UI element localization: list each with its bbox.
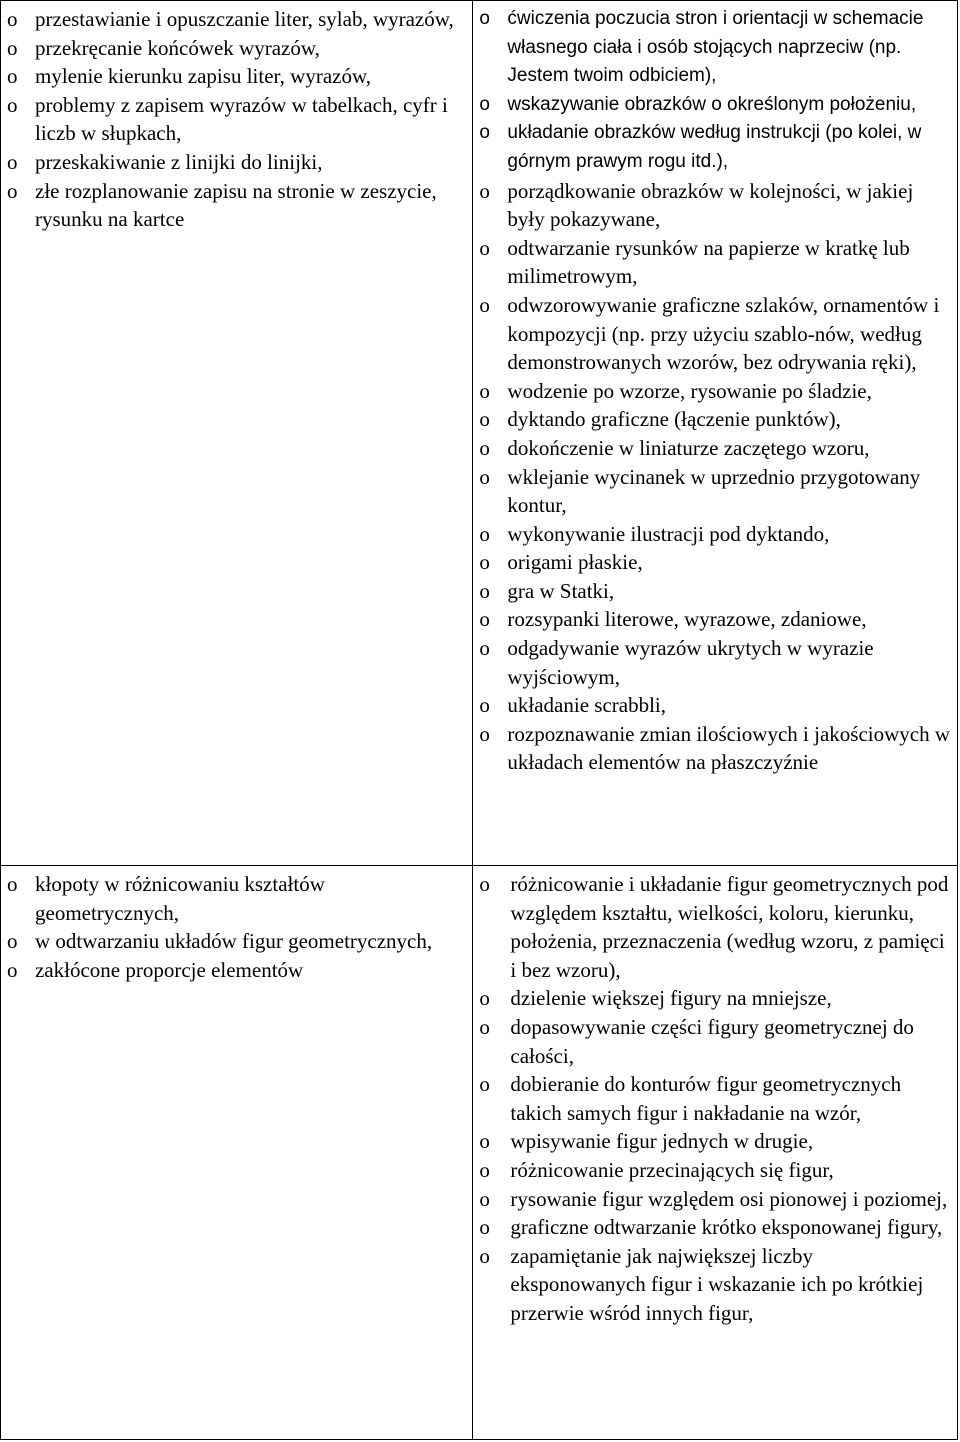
bullet-marker: o (479, 721, 490, 746)
list-item (479, 605, 951, 634)
table-cell-exercises (473, 1, 958, 866)
list-item-text: wodzenie po wzorze, rysowanie po śladzie, (507, 378, 872, 403)
difficulty-list (7, 5, 466, 234)
bullet-marker: o (479, 464, 490, 489)
list-item-text: w odtwarzaniu układów figur geometrycznych, (35, 929, 433, 954)
bullet-marker: o (479, 1215, 490, 1240)
list-item-text: gra w Statki, (507, 578, 615, 603)
bullet-marker: o (479, 550, 490, 575)
exercise-list (479, 5, 951, 177)
list-item (479, 434, 951, 463)
list-item (479, 119, 951, 176)
list-item (479, 548, 951, 577)
list-item (479, 1070, 951, 1127)
list-item (7, 956, 466, 985)
list-item-text: kłopoty w różnicowaniu kształtów geometrycznych, (35, 872, 325, 925)
bullet-marker: o (479, 1014, 490, 1039)
list-item (479, 291, 951, 377)
list-item (479, 634, 951, 691)
list-item-text: ćwiczenia poczucia stron i orientacji w schemacie własnego ciała i osób stojących naprzeciw (np. Jestem twoim odbiciem), (507, 8, 924, 87)
list-item-text: dyktando graficzne (łączenie punktów), (507, 407, 841, 432)
list-item-text: przekręcanie końcówek wyrazów, (35, 35, 320, 60)
bullet-marker: o (479, 636, 490, 661)
list-item (7, 5, 466, 34)
exercise-list (479, 177, 951, 777)
list-item-text: zakłócone proporcje elementów (35, 957, 304, 982)
bullet-marker: o (479, 1072, 490, 1097)
list-item-text: problemy z zapisem wyrazów w tabelkach, cyfr i liczb w słupkach, (35, 92, 448, 146)
list-item (7, 34, 466, 63)
list-item-text: odgadywanie wyrazów ukrytych w wyrazie wyjściowym, (507, 636, 874, 689)
list-item-text: mylenie kierunku zapisu liter, wyrazów, (35, 64, 372, 89)
list-item-text: zapamiętanie jak największej liczby eksponowanych figur i wskazanie ich po krótkiej przerwie wśród innych figur, (510, 1243, 924, 1325)
list-item-text: przeskakiwanie z linijki do linijki, (35, 149, 323, 174)
list-item (479, 577, 951, 606)
list-item-text: dokończenie w liniaturze zaczętego wzoru, (507, 435, 870, 460)
list-item (7, 148, 466, 177)
bullet-marker: o (479, 122, 490, 144)
bullet-marker: o (479, 607, 490, 632)
list-item-text: odtwarzanie rysunków na papierze w kratkę lub milimetrowym, (507, 235, 910, 289)
list-item-text: wpisywanie figur jednych w drugie, (510, 1129, 814, 1154)
bullet-marker: o (7, 92, 18, 117)
exercise-list (479, 870, 951, 1328)
bullet-marker: o (479, 521, 490, 546)
bullet-marker: o (479, 378, 490, 403)
list-item (479, 1013, 951, 1070)
list-item-text: rozsypanki literowe, wyrazowe, zdaniowe, (507, 607, 867, 632)
list-item (479, 1213, 951, 1242)
list-item-text: złe rozplanowanie zapisu na stronie w zeszycie, rysunku na kartce (35, 178, 437, 232)
bullet-marker: o (7, 872, 18, 896)
list-item (479, 1127, 951, 1156)
list-item (479, 91, 951, 120)
bullet-marker: o (479, 435, 490, 460)
list-item (479, 720, 951, 777)
list-item-text: odwzorowywanie graficzne szlaków, ornamentów i kompozycji (np. przy użyciu szablo-nów, według demonstrowanych wzorów, bez odrywania ręki), (507, 292, 940, 375)
bullet-marker: o (7, 957, 18, 982)
bullet-marker: o (479, 872, 490, 896)
bullet-marker: o (479, 986, 490, 1011)
bullet-marker: o (479, 8, 490, 29)
table-cell-difficulties (1, 1, 473, 866)
table-cell-difficulties (1, 866, 473, 1440)
bullet-marker: o (479, 693, 490, 718)
list-item (479, 234, 951, 291)
list-item (479, 463, 951, 520)
list-item-text: wykonywanie ilustracji pod dyktando, (507, 521, 830, 546)
list-item (479, 1156, 951, 1185)
list-item-text: rysowanie figur względem osi pionowej i poziomej, (510, 1186, 948, 1211)
table-row (1, 1, 958, 866)
bullet-marker: o (7, 149, 18, 174)
list-item (7, 177, 466, 234)
list-item (479, 5, 951, 91)
difficulty-list (7, 870, 466, 984)
list-item (479, 377, 951, 406)
list-item-text: dobieranie do konturów figur geometrycznych takich samych figur i nakładanie na wzór, (510, 1072, 902, 1125)
list-item-text: układanie scrabbli, (507, 693, 667, 718)
bullet-marker: o (479, 292, 490, 317)
bullet-marker: o (479, 578, 490, 603)
list-item-text: różnicowanie przecinających się figur, (510, 1157, 834, 1182)
table-row (1, 866, 958, 1440)
list-item (479, 870, 951, 984)
bullet-marker: o (479, 235, 490, 260)
list-item-text: rozpoznawanie zmian ilościowych i jakościowych w układach elementów na płaszczyźnie (507, 721, 951, 775)
list-item-text: wklejanie wycinanek w uprzednio przygotowany kontur, (507, 464, 921, 518)
table-cell-exercises (473, 866, 958, 1440)
bullet-marker: o (479, 1129, 490, 1154)
list-item-text: różnicowanie i układanie figur geometrycznych pod względem kształtu, wielkości, koloru, kierunku, położenia, przeznaczenia (według wzoru, z pamięci i bez wzoru), (510, 872, 949, 982)
bullet-marker: o (7, 178, 18, 203)
list-item (7, 91, 466, 148)
list-item-text: porządkowanie obrazków w kolejności, w jakiej były pokazywane, (507, 178, 914, 232)
list-item-text: dzielenie większej figury na mniejsze, (510, 986, 832, 1011)
list-item-text: dopasowywanie części figury geometrycznej do całości, (510, 1014, 914, 1068)
bullet-marker: o (479, 407, 490, 432)
bullet-marker: o (479, 93, 490, 115)
list-item (479, 1185, 951, 1214)
list-item (7, 62, 466, 91)
bullet-marker: o (479, 1186, 490, 1211)
list-item (479, 1242, 951, 1328)
bullet-marker: o (479, 1157, 490, 1182)
bullet-marker: o (479, 178, 490, 203)
bullet-marker: o (7, 7, 18, 31)
list-item (479, 520, 951, 549)
list-item (7, 870, 466, 927)
bullet-marker: o (479, 1243, 490, 1268)
bullet-marker: o (7, 64, 18, 89)
list-item-text: układanie obrazków według instrukcji (po kolei, w górnym prawym rogu itd.), (507, 122, 922, 172)
list-item-text: origami płaskie, (507, 550, 643, 575)
list-item-text: przestawianie i opuszczanie liter, sylab, wyrazów, (35, 7, 454, 31)
list-item-text: wskazywanie obrazków o określonym położeniu, (507, 93, 917, 115)
list-item (479, 405, 951, 434)
list-item (7, 927, 466, 956)
list-item-text: graficzne odtwarzanie krótko eksponowanej figury, (510, 1215, 943, 1240)
list-item (479, 691, 951, 720)
bullet-marker: o (7, 35, 18, 60)
bullet-marker: o (7, 929, 18, 954)
list-item (479, 177, 951, 234)
list-item (479, 984, 951, 1013)
